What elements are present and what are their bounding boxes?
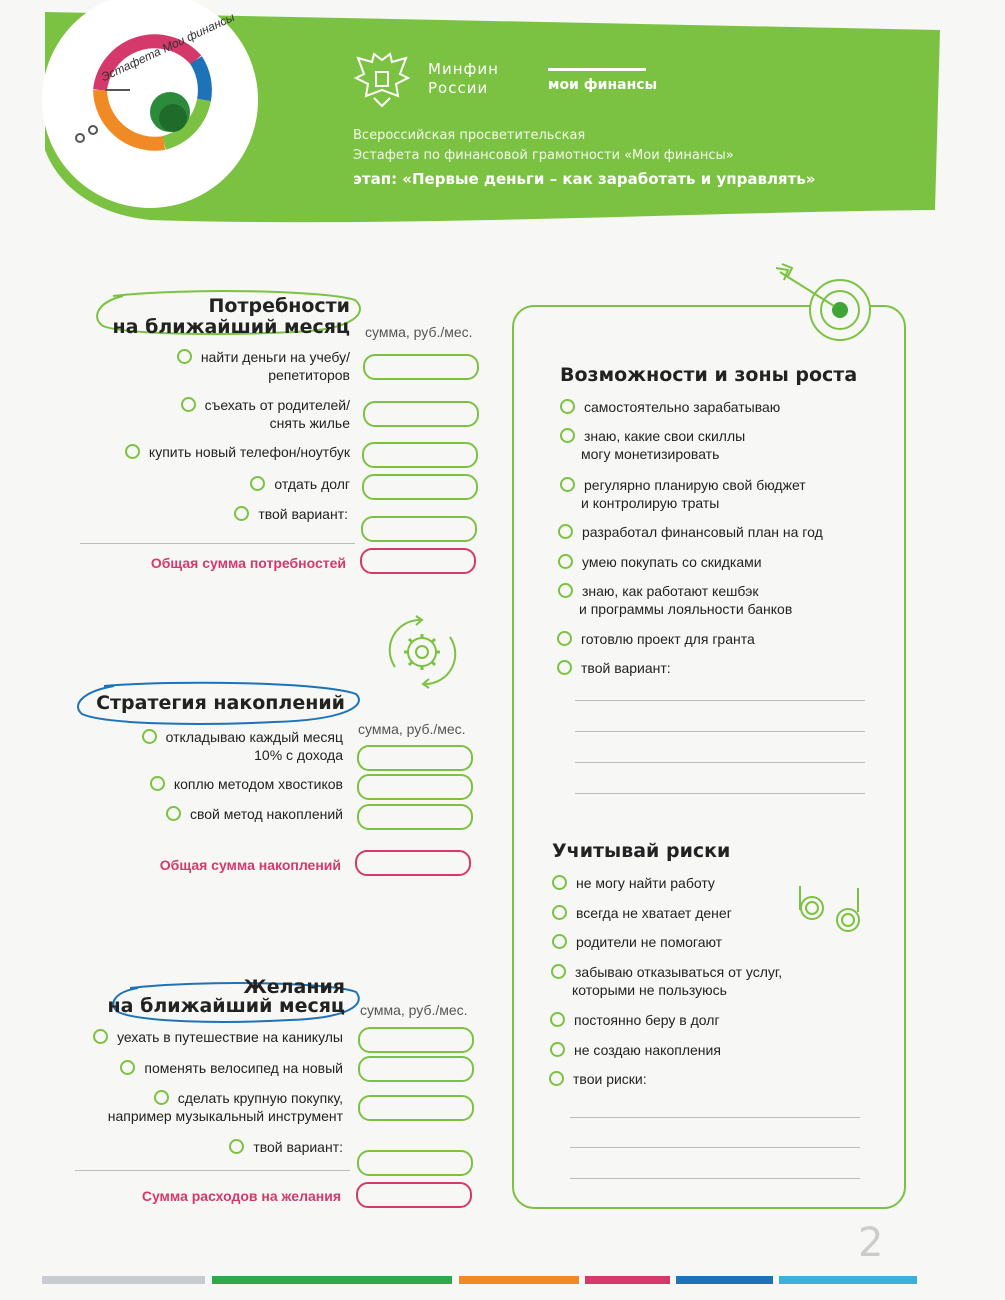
needs-item-2[interactable]: съехать от родителей/ снять жилье: [100, 396, 350, 432]
opportunities-item-7[interactable]: готовлю проект для гранта: [557, 630, 755, 648]
needs-amount-input-4[interactable]: [362, 474, 478, 500]
savings-column-label: сумма, руб./мес.: [358, 721, 466, 737]
savings-amount-input-2[interactable]: [357, 774, 473, 800]
radio-circle-icon[interactable]: [552, 875, 567, 890]
radio-circle-icon[interactable]: [552, 934, 567, 949]
divider: [80, 543, 355, 544]
opportunities-item-4[interactable]: разработал финансовый план на год: [558, 523, 823, 541]
wishes-total-label: Сумма расходов на желания: [141, 1188, 341, 1204]
divider: [75, 1170, 350, 1171]
needs-item-1[interactable]: найти деньги на учебу/ репетиторов: [100, 348, 350, 384]
brand-rule: [548, 68, 646, 71]
radio-circle-icon[interactable]: [557, 660, 572, 675]
target-icon: [770, 262, 900, 352]
radio-circle-icon[interactable]: [560, 399, 575, 414]
wishes-item-3[interactable]: сделать крупную покупку, например музыкальный инструмент: [107, 1090, 343, 1124]
savings-amount-input-3[interactable]: [357, 804, 473, 830]
savings-item-1[interactable]: откладываю каждый месяц 10% с дохода: [95, 728, 343, 764]
wishes-title-line-2: на ближайший месяц: [107, 995, 345, 1017]
relay-logo-icon: [55, 20, 245, 190]
footer-bar: [676, 1276, 773, 1284]
needs-title-line-1: Потребности: [208, 295, 350, 317]
needs-amount-input-1[interactable]: [363, 354, 479, 380]
wishes-item-2[interactable]: поменять велосипед на новый: [60, 1059, 343, 1077]
radio-circle-icon[interactable]: [150, 776, 165, 791]
wishes-amount-input-1[interactable]: [358, 1027, 474, 1053]
savings-title: Стратегия накоплений: [96, 692, 345, 714]
radio-circle-icon[interactable]: [229, 1139, 244, 1154]
savings-item-2[interactable]: коплю методом хвостиков: [95, 775, 343, 793]
savings-amount-input-1[interactable]: [357, 745, 473, 771]
ministry-line-2: России: [428, 79, 489, 97]
subtitle-line-1: Всероссийская просветительская: [353, 128, 586, 143]
risks-item-2[interactable]: всегда не хватает денег: [552, 904, 732, 922]
radio-circle-icon[interactable]: [181, 397, 196, 412]
radio-circle-icon[interactable]: [560, 477, 575, 492]
eagle-emblem-icon: [352, 52, 412, 110]
subtitle-line-2: Эстафета по финансовой грамотности «Мои финансы»: [353, 148, 734, 163]
radio-circle-icon[interactable]: [120, 1060, 135, 1075]
footer-bar: [212, 1276, 452, 1284]
needs-item-5[interactable]: твой вариант:: [100, 505, 348, 523]
opportunities-title: Возможности и зоны роста: [560, 364, 858, 386]
needs-item-3[interactable]: купить новый телефон/ноутбук: [90, 443, 350, 461]
radio-circle-icon[interactable]: [558, 583, 573, 598]
needs-total-input[interactable]: [360, 548, 476, 574]
radio-circle-icon[interactable]: [560, 428, 575, 443]
logo-arc-text: Эстафета Мои финансы: [98, 9, 237, 85]
radio-circle-icon[interactable]: [250, 476, 265, 491]
footer-bar: [779, 1276, 917, 1284]
radio-circle-icon[interactable]: [93, 1029, 108, 1044]
opportunities-item-8[interactable]: твой вариант:: [557, 659, 671, 677]
radio-circle-icon[interactable]: [234, 506, 249, 521]
opportunities-item-3[interactable]: регулярно планирую свой бюджет и контролирую траты: [560, 476, 806, 512]
savings-item-3[interactable]: свой метод накоплений: [95, 805, 343, 823]
wishes-item-4[interactable]: твой вариант:: [60, 1138, 343, 1156]
opportunities-item-6[interactable]: знаю, как работают кешбэк и программы лояльности банков: [558, 582, 792, 618]
brand-name: мои финансы: [548, 77, 658, 93]
radio-circle-icon[interactable]: [551, 964, 566, 979]
wishes-amount-input-3[interactable]: [358, 1095, 474, 1121]
radio-circle-icon[interactable]: [557, 631, 572, 646]
coins-icon: [792, 880, 867, 940]
needs-item-4[interactable]: отдать долг: [100, 475, 350, 493]
gear-cycle-icon: [380, 612, 465, 692]
wishes-column-label: сумма, руб./мес.: [360, 1002, 468, 1018]
answer-line[interactable]: [575, 793, 865, 794]
opportunities-item-1[interactable]: самостоятельно зарабатываю: [560, 398, 780, 416]
stage-title: этап: «Первые деньги – как заработать и управлять»: [353, 170, 816, 188]
answer-line[interactable]: [570, 1117, 860, 1118]
answer-line[interactable]: [570, 1147, 860, 1148]
page-number: 2: [858, 1220, 884, 1266]
radio-circle-icon[interactable]: [558, 524, 573, 539]
needs-amount-input-5[interactable]: [361, 516, 477, 542]
wishes-amount-input-4[interactable]: [357, 1150, 473, 1176]
risks-item-6[interactable]: не создаю накопления: [550, 1041, 721, 1059]
savings-total-input[interactable]: [355, 850, 471, 876]
risks-title: Учитывай риски: [552, 840, 731, 862]
risks-item-7[interactable]: твои риски:: [549, 1070, 647, 1088]
answer-line[interactable]: [575, 731, 865, 732]
radio-circle-icon[interactable]: [154, 1090, 169, 1105]
radio-circle-icon[interactable]: [550, 1042, 565, 1057]
footer-bar: [42, 1276, 205, 1284]
needs-total-label: Общая сумма потребностей: [150, 555, 346, 571]
opportunities-item-5[interactable]: умею покупать со скидками: [558, 553, 762, 571]
radio-circle-icon[interactable]: [166, 806, 181, 821]
opportunities-item-2[interactable]: знаю, какие свои скиллы могу монетизировать: [560, 427, 745, 463]
ministry-line-1: Минфин: [428, 60, 499, 78]
wishes-amount-input-2[interactable]: [358, 1056, 474, 1082]
savings-total-label: Общая сумма накоплений: [159, 857, 341, 873]
risks-item-4[interactable]: забываю отказываться от услуг, которыми не пользуюсь: [551, 963, 782, 999]
risks-item-5[interactable]: постоянно беру в долг: [550, 1011, 720, 1029]
footer-bar: [585, 1276, 670, 1284]
needs-title-line-2: на ближайший месяц: [112, 316, 350, 338]
wishes-item-1[interactable]: уехать в путешествие на каникулы: [60, 1028, 343, 1046]
risks-item-1[interactable]: не могу найти работу: [552, 874, 715, 892]
radio-circle-icon[interactable]: [558, 554, 573, 569]
wishes-total-input[interactable]: [356, 1182, 472, 1208]
footer-bar: [459, 1276, 579, 1284]
radio-circle-icon[interactable]: [177, 349, 192, 364]
radio-circle-icon[interactable]: [125, 444, 140, 459]
radio-circle-icon[interactable]: [552, 905, 567, 920]
wishes-title-line-1: Желания: [243, 976, 345, 998]
risks-item-3[interactable]: родители не помогают: [552, 933, 722, 951]
radio-circle-icon[interactable]: [550, 1012, 565, 1027]
radio-circle-icon[interactable]: [549, 1071, 564, 1086]
answer-line[interactable]: [570, 1178, 860, 1179]
needs-amount-input-3[interactable]: [362, 442, 478, 468]
radio-circle-icon[interactable]: [142, 729, 157, 744]
needs-amount-input-2[interactable]: [363, 401, 479, 427]
answer-line[interactable]: [575, 700, 865, 701]
answer-line[interactable]: [575, 762, 865, 763]
needs-column-label: сумма, руб./мес.: [365, 324, 473, 340]
